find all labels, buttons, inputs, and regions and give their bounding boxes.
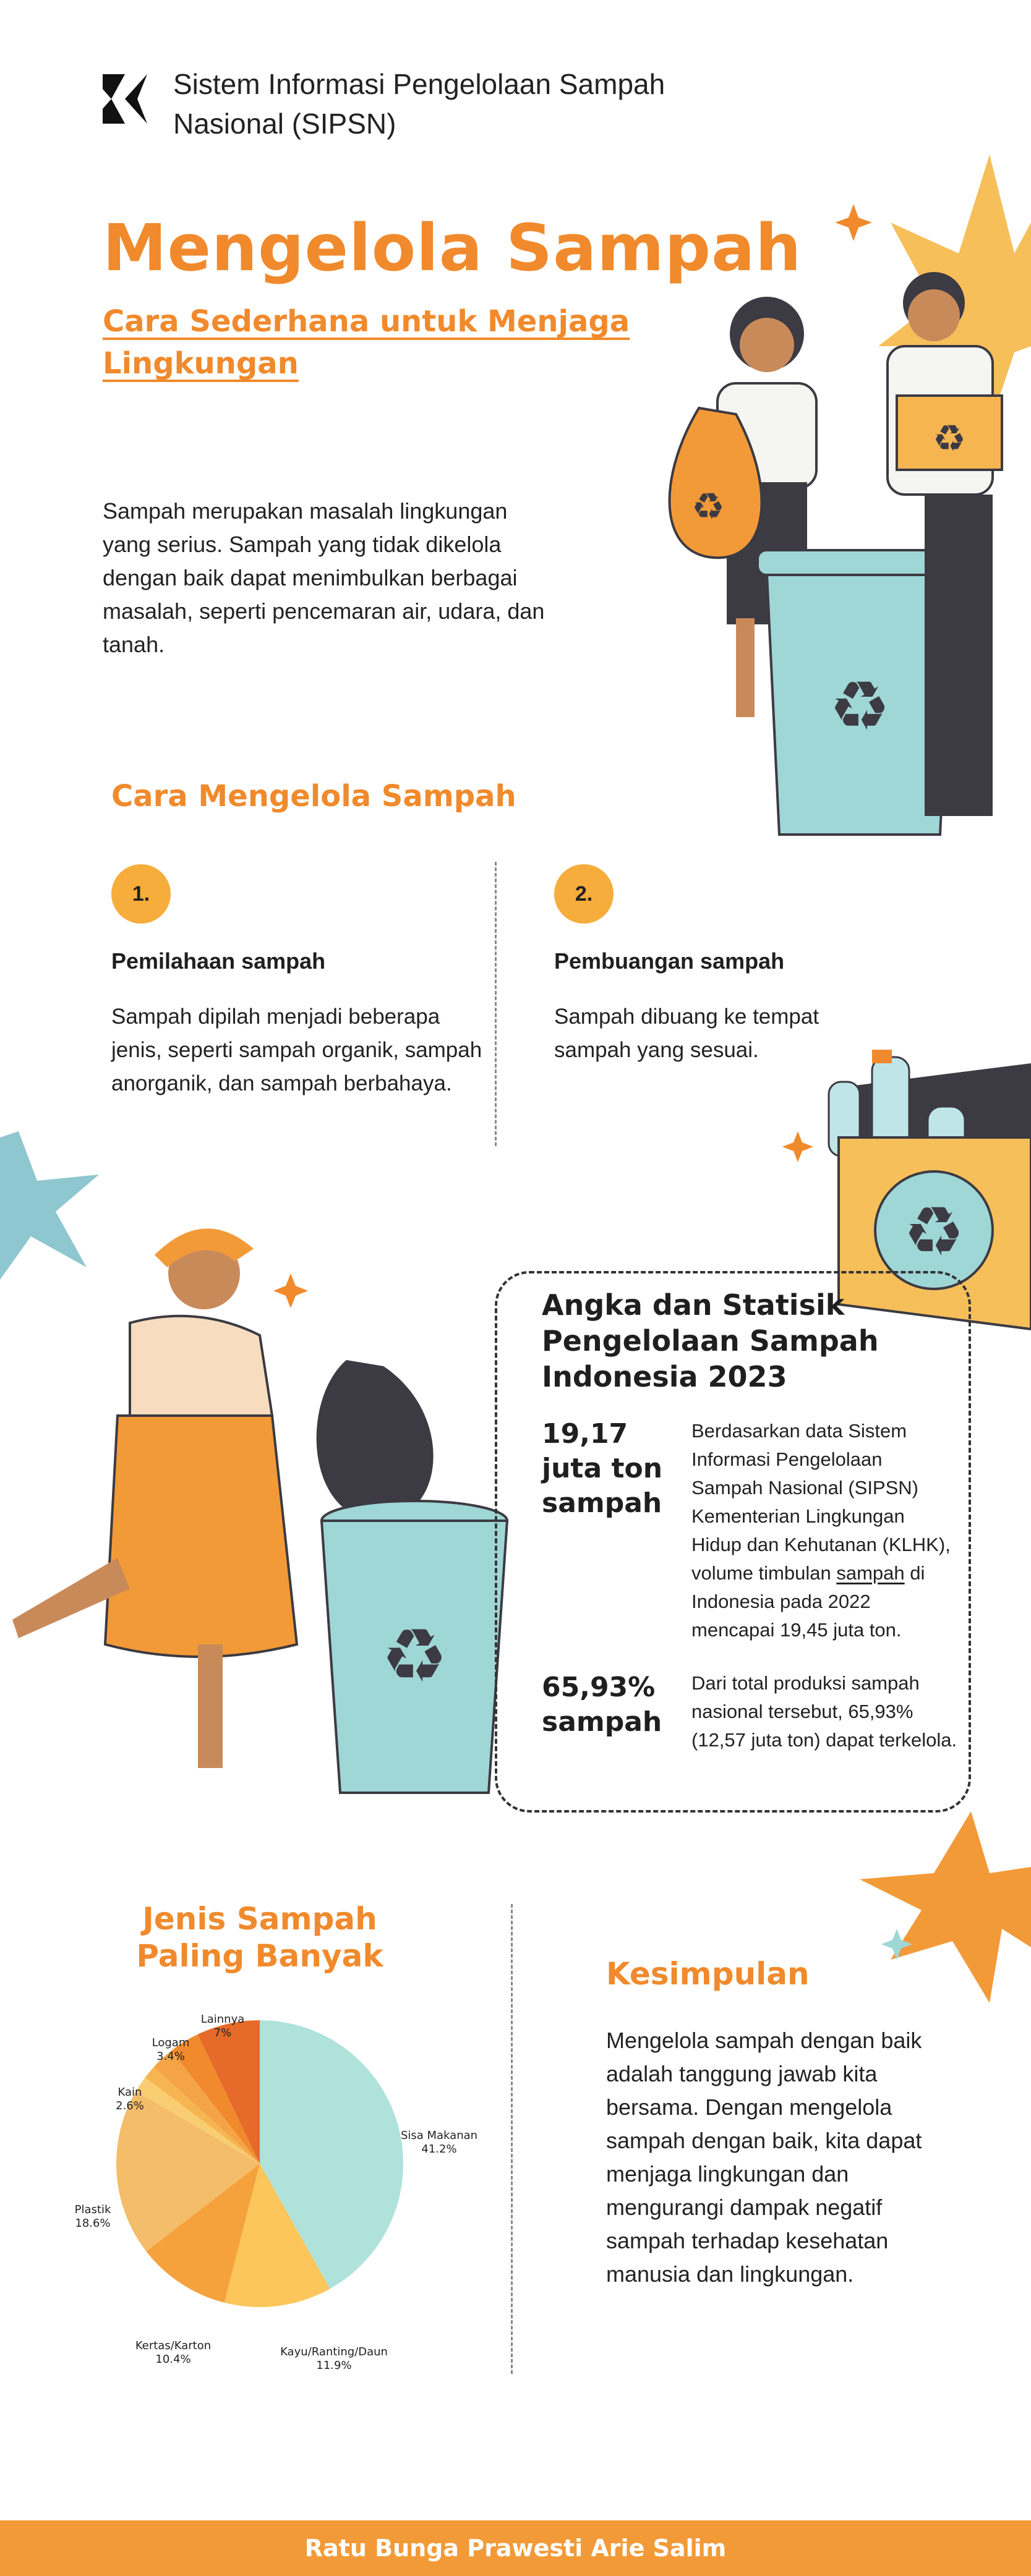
intro-text: Sampah merupakan masalah lingkungan yang serius. Sampah yang tidak dikelola dengan baik dapat menimbulkan berbagai masalah, seperti pencemaran air, udara, dan tanah. [103, 498, 545, 657]
stat-1-desc-after: di Indonesia pada 2022 mencapai 19,45 juta ton. [691, 1562, 925, 1641]
recycling-people-illustration [643, 148, 1031, 865]
footer-author: Ratu Bunga Prawesti Arie Salim [0, 2520, 1031, 2576]
step-1-number: 1. [111, 864, 171, 924]
page-subtitle[interactable]: Cara Sederhana untuk Menjaga Lingkungan [103, 304, 630, 381]
conclusion-heading: Kesimpulan [606, 1956, 810, 1992]
svg-text:♻: ♻ [691, 485, 725, 529]
chart-divider [511, 1904, 513, 2374]
stats-heading: Angka dan Statisik Pengelolaan Sampah Indonesia 2023 [542, 1288, 879, 1393]
steps-divider [495, 862, 497, 1146]
stat-1-desc [691, 1417, 957, 1644]
svg-text:♻: ♻ [381, 1613, 448, 1699]
chart-heading-line1: Jenis Sampah [142, 1901, 377, 1937]
step-1-desc: Sampah dipilah menjadi beberapa jenis, seperti sampah organik, sampah anorganik, dan sampah berbahaya. [111, 1005, 482, 1095]
stat-2-desc: Dari total produksi sampah nasional tersebut, 65,93% (12,57 juta ton) dapat terkelola. [691, 1672, 957, 1751]
waste-type-pie-chart [0, 2003, 513, 2386]
step-2-number: 2. [554, 864, 614, 924]
pie-label-plastik: Plastik 18.6% [74, 2203, 111, 2230]
sparkle-icon [835, 204, 872, 241]
svg-text:♻: ♻ [933, 417, 966, 461]
stat-1-desc-link[interactable]: sampah [836, 1562, 905, 1584]
pie-label-logam: Logam 3.4% [152, 2036, 190, 2063]
chart-heading [87, 1900, 433, 1975]
steps-heading: Cara Mengelola Sampah [111, 779, 516, 814]
org-name [173, 64, 665, 143]
svg-text:♻: ♻ [829, 666, 891, 746]
conclusion-text: Mengelola sampah dengan baik adalah tanggung jawab kita bersama. Dengan mengelola sampah dengan baik, kita dapat menjaga lingkungan dan mengurangi dampak negatif sampah terhadap kesehatan manusia dan lingkungan. [606, 2028, 922, 2287]
pie-label-sisa-makanan: Sisa Makanan 41.2% [400, 2129, 478, 2156]
org-name-line1: Sistem Informasi Pengelolaan Sampah [173, 68, 665, 100]
orange-star-shape [853, 1805, 1031, 2015]
sipsn-logo-icon [103, 74, 147, 124]
step-2-title: Pembuangan sampah [554, 948, 785, 974]
pie-label-lainnya: Lainnya 7% [200, 2013, 245, 2039]
org-name-line2: Nasional (SIPSN) [173, 108, 396, 140]
woman-with-bin-illustration [0, 1212, 513, 1817]
pie-label-kertas-karton: Kertas/Karton 10.4% [135, 2339, 212, 2366]
sparkle-icon [782, 1131, 813, 1162]
stat-1-desc-before: Berdasarkan data Sistem Informasi Pengelolaan Sampah Nasional (SIPSN) Kementerian Lingkungan Hidup dan Kehutanan (KLHK), volume timbulan [691, 1420, 951, 1584]
step-1-title: Pemilahaan sampah [111, 948, 326, 974]
stat-2-number: 65,93% sampah [542, 1672, 662, 1738]
pie-label-kain: Kain 2.6% [116, 2086, 144, 2112]
step-2-desc: Sampah dibuang ke tempat sampah yang sesuai. [554, 1005, 819, 1062]
pie-label-kayu-ranting-daun: Kayu/Ranting/Daun 11.9% [280, 2345, 388, 2372]
svg-text:♻: ♻ [903, 1192, 965, 1271]
chart-heading-line2: Paling Banyak [136, 1938, 383, 1974]
stat-1-number: 19,17 juta ton sampah [542, 1418, 663, 1519]
page-title: Mengelola Sampah [103, 210, 802, 286]
sparkle-icon [273, 1273, 308, 1308]
